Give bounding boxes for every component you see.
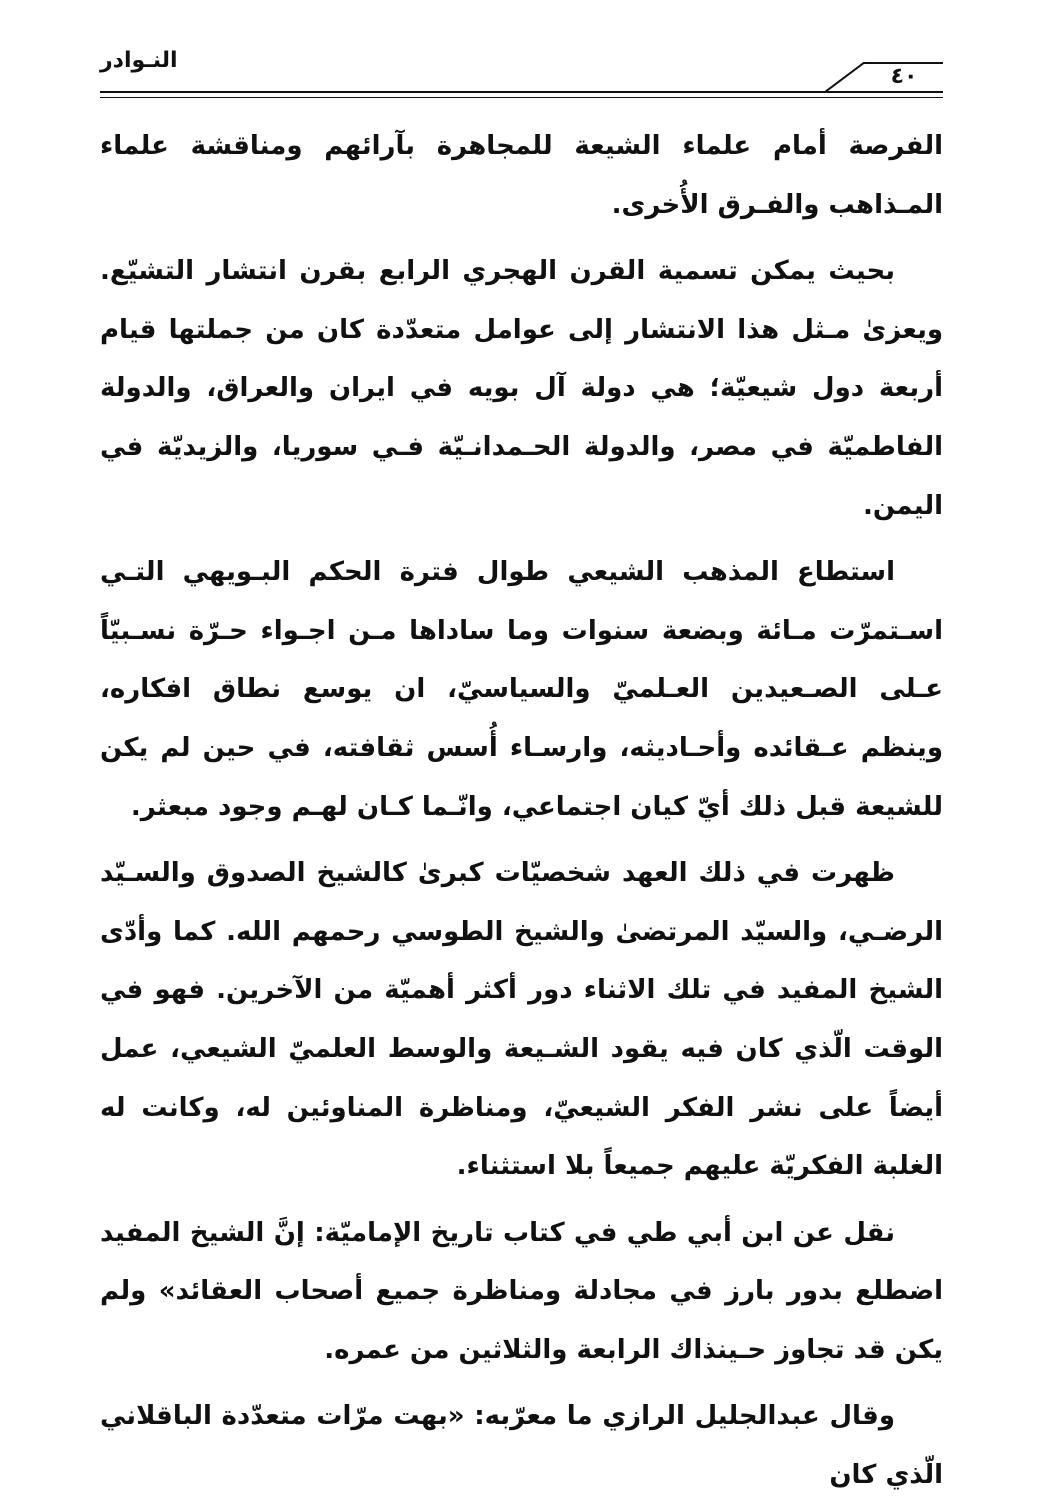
page-body	[100, 117, 943, 1505]
paragraph: ظهرت في ذلك العهد شخصيّات كبرىٰ كالشيخ الصدوق والسـيّد الرضـي، والسيّد المرتضىٰ والشيخ الطوسي رحمهم الله. كما وأدّى الشيخ المفيد في تلك الاثناء دور أكثر أهميّة من الآخرين. فهو في الوقت الّذي كان فيه يقود الشـيعة والوسط العلميّ الشيعي، عمل أيضاً على نشر الفكر الشيعيّ، ومناظرة المناوئين له، وكانت له الغلبة الفكريّة عليهم جميعاً بلا استثناء.	[100, 858, 943, 1182]
paragraph: وقال عبدالجليل الرازي ما معرّبه: «بهت مرّات متعدّدة الباقلاني الّذي كان	[100, 1401, 943, 1491]
paragraph: الفرصة أمام علماء الشيعة للمجاهرة بآرائهم ومناقشة علماء المـذاهب والفـرق الأُخرى.	[100, 131, 943, 220]
header-rule-bottom	[100, 97, 943, 98]
header-rule-top	[100, 91, 943, 93]
paragraph: استطاع المذهب الشيعي طوال فترة الحكم البـويهي التـي اسـتمرّت مـائة وبضعة سنوات وما ساداها مـن اجـواء حـرّة نسـبيّاً عـلى الصـعيدين العـلميّ والسياسيّ، ان يوسع نطاق افكاره، وينظم عـقائده وأحـاديثه، وارسـاء أُسس ثقافته، في حين لم يكن للشيعة قبل ذلك أيّ كيان اجتماعي، وانّـما كـان لهـم وجود مبعثر.	[100, 557, 943, 822]
running-header-title: النـوادر	[100, 48, 178, 73]
page-number: ٤٠	[890, 64, 918, 89]
page-header	[100, 40, 943, 102]
paragraph: بحيث يمكن تسمية القرن الهجري الرابع بقرن انتشار التشيّع. ويعزىٰ مـثل هذا الانتشار إلى عوامل متعدّدة كان من جملتها قيام أربعة دول شيعيّة؛ هي دولة آل بويه في ايران والعراق، والدولة الفاطميّة في مصر، والدولة الحـمدانـيّة فـي سوريا، والزيديّة في اليمن.	[100, 256, 943, 521]
paragraph: نقل عن ابن أبي طي في كتاب تاريخ الإماميّة: إنَّ الشيخ المفيد اضطلع بدور بارز في مجادلة ومناظرة جميع أصحاب العقائد» ولم يكن قد تجاوز حـينذاك الرابعة والثلاثين من عمره.	[100, 1217, 943, 1365]
header-slant-line	[825, 62, 865, 92]
